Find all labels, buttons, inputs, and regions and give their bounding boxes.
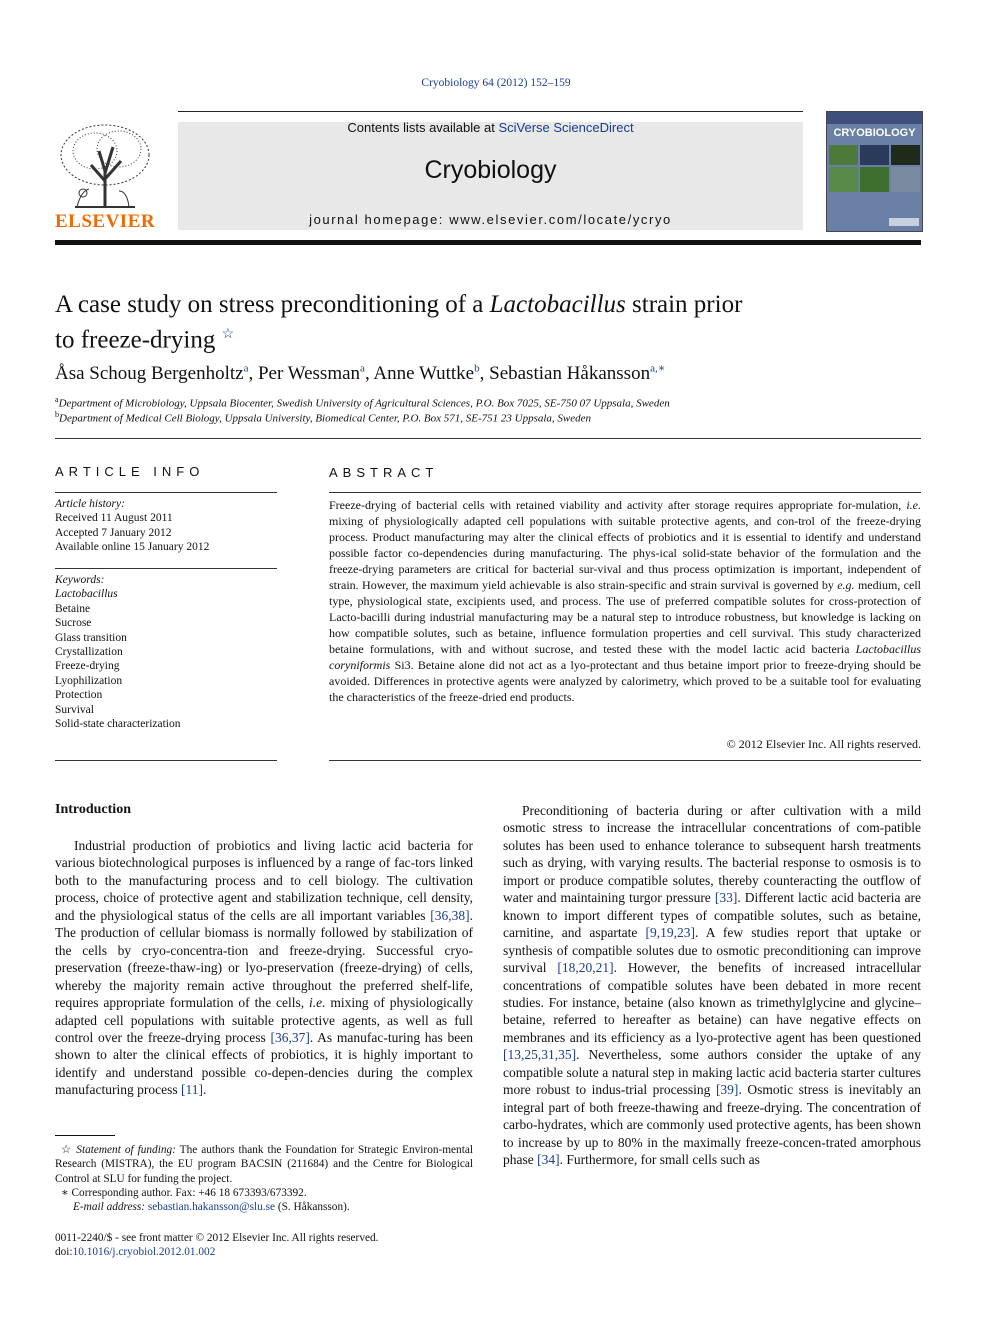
affiliation-a: $^a$Department of Microbiology, Uppsala Biocenter, Swedish University of Agricultural Sciences, P.O. Box 7025, SE-750 07 Uppsala, Sweden bbox=[55, 395, 670, 410]
history-online: Available online 15 January 2012 bbox=[55, 541, 210, 554]
body-text: . Furthermore, for small cells such as bbox=[559, 1152, 760, 1168]
abstract-rule bbox=[329, 492, 921, 493]
citation-link[interactable]: [33] bbox=[714, 890, 738, 906]
email-link[interactable]: sebastian.hakansson@slu.se bbox=[147, 1201, 276, 1214]
citation-link[interactable]: [36,37] bbox=[270, 1029, 310, 1045]
footnote-rule bbox=[55, 1135, 115, 1136]
title-part2: strain prior bbox=[625, 291, 743, 318]
keyword: Betaine bbox=[55, 602, 91, 615]
keyword: Survival bbox=[55, 703, 94, 716]
keyword: Lyophilization bbox=[55, 674, 123, 687]
abstract-text: Freeze-drying of bacterial cells with retained viability and activity after storage requires appropriate for-mulation, i.e. mixing of physiologically adapted cell populations with suitable protective agents, and con-trol of the freeze-drying process. Product manufacturing may alter the clinical effects of probiotics and it is essential to identify and understand possible factor co-dependencies during manufacturing. The phys-ical solid-state behavior of the formulation and the freeze-drying parameters are critical for bacterial sur-vival and thus process optimization is important, independent of strain. However, the maximum yield achievable is also strain-specific and strain survival is governed by e.g. medium, cell type, physiological state, excipients used, and process. The use of preferred compatible solutes for cross-protection of Lacto-bacilli during industrial manufacturing may be a natural step to introduce robustness, but knowledge is lacking on how compatible solutes, such as betaine, influence formulation properties and cell survival. This study characterized betaine formulations, with and without sucrose, and tested these with the model lactic acid bacteria Lactobacillus coryniformis Si3. Betaine alone did not act as a lyo-protectant and thus betaine import prior to freeze-drying should be avoided. Differences in protective agents were analyzed by calorimetry, which proved to be a suitable tool for evaluating the characteristics of the freeze-dried end products. bbox=[329, 498, 921, 704]
citation-link[interactable]: [36,38] bbox=[430, 907, 470, 923]
contents-line bbox=[178, 120, 803, 135]
citation-link[interactable]: [13,25,31,35] bbox=[503, 1047, 577, 1063]
body-text: . Nevertheless, some authors consider the uptake of any compatible solute a natural step in making lactic acid bacteria starter cultures more robust to indus-trial processing bbox=[503, 1047, 921, 1098]
citation-link[interactable]: [39] bbox=[715, 1082, 739, 1098]
body-text: Industrial production of probiotics and living lactic acid bacteria for various biotechnological purposes is influenced by a range of fac-tors linked both to the manufacturing process and to cell biology. The cultivation process, choice of protective agent and stabilization technique, cell density, and the physiological status of the cells are all important variables bbox=[55, 838, 473, 923]
article-info-heading: ARTICLE INFO bbox=[55, 464, 205, 479]
journal-homepage[interactable]: journal homepage: www.elsevier.com/locate/ycryo bbox=[309, 212, 672, 227]
author: Per Wessman$^a$, bbox=[257, 363, 374, 385]
author: Åsa Schoug Bergenholtz$^a$, bbox=[55, 363, 258, 385]
contents-prefix: Contents lists available at bbox=[347, 120, 499, 135]
title-line2: to freeze-drying bbox=[55, 326, 216, 354]
funding-label: Statement of funding: bbox=[76, 1144, 176, 1156]
doi-link[interactable]: 10.1016/j.cryobiol.2012.01.002 bbox=[72, 1246, 216, 1258]
funding-footnote bbox=[55, 1143, 473, 1186]
keyword: Glass transition bbox=[55, 631, 127, 644]
body-text: . As manufac-turing has been shown to alter the clinical effects of probiotics, it is highly important to identify and understand possible co-depen-dencies during the complex manufacturing process bbox=[55, 1029, 473, 1098]
history-label: Article history: bbox=[55, 498, 125, 510]
body-text: . bbox=[202, 1082, 207, 1098]
corr-text: Corresponding author. Fax: +46 18 673393/673392. bbox=[71, 1187, 307, 1199]
article-info-rule bbox=[55, 492, 277, 493]
history-accepted: Accepted 7 January 2012 bbox=[55, 526, 172, 539]
introduction-heading: Introduction bbox=[55, 802, 131, 817]
intro-paragraph-2 bbox=[503, 802, 921, 1169]
copyright: © 2012 Elsevier Inc. All rights reserved. bbox=[726, 737, 921, 751]
citation-link[interactable]: [34] bbox=[537, 1152, 560, 1168]
affiliation-rule bbox=[55, 438, 921, 439]
body-column-2 bbox=[503, 802, 921, 1169]
email-suffix: (S. Håkansson). bbox=[275, 1201, 350, 1214]
body-text: Preconditioning of bacteria during or after cultivation with a mild osmotic stress to increase the intracellular concentrations of com-patible solutes has been used to enhance tolerance to subsequent harsh treatments such as drying, with varying results. The bacterial response to osmosis is to import or produce compatible solutes, thereby counteracting the outflow of water and maintaining turgor pressure bbox=[503, 803, 921, 906]
article-info-bottom-rule bbox=[55, 760, 277, 761]
citation-link[interactable]: [9,19,23] bbox=[645, 925, 695, 941]
keywords-label: Keywords: bbox=[55, 574, 105, 586]
keywords-rule bbox=[55, 568, 277, 569]
title-italic: Lactobacillus bbox=[489, 291, 626, 318]
article-title bbox=[55, 290, 815, 355]
corr-mark: ∗ bbox=[61, 1187, 69, 1199]
journal-cover-image bbox=[826, 111, 923, 232]
author: Anne Wuttke$^b$, bbox=[373, 363, 490, 385]
citation-link[interactable]: [18,20,21] bbox=[557, 960, 614, 976]
body-text: . Osmotic stress is inevitably an integral part of both freeze-thawing and freeze-drying. The concentration of carbo-hydrates, which are commonly used protective agents, has been shown to increase by up to 80% in the maximally freeze-concen-trated amorphous phase bbox=[503, 1082, 922, 1168]
doi-line bbox=[55, 1245, 555, 1259]
italic-text: i.e. bbox=[309, 995, 326, 1011]
body-text: . The production of cellular biomass is normally followed by stabilization of the cells by cryo-concentra-tion and freeze-drying. Successful cryo-preservation (freeze-thaw-ing) or lyo-preservation (freeze-drying) of cells, whereby the majority remain active throughout the preferred shelf-life, requires appropriate formulation of the cells, bbox=[55, 907, 473, 1011]
cover-title: CRYOBIOLOGY bbox=[833, 127, 916, 139]
citation-link[interactable]: [11] bbox=[180, 1082, 203, 1098]
issn-line: 0011-2240/$ - see front matter © 2012 Elsevier Inc. All rights reserved. bbox=[55, 1232, 379, 1244]
sciencedirect-link[interactable]: SciVerse ScienceDirect bbox=[498, 120, 634, 135]
funding-mark: ☆ bbox=[61, 1144, 73, 1156]
body-text: . Different lactic acid bacteria are known to import different types of compatible solutes, such as betaine, carnitine, and aspartate bbox=[503, 890, 921, 941]
email-label: E-mail address: bbox=[73, 1201, 146, 1214]
header-rule bbox=[178, 111, 803, 112]
doi-prefix: doi: bbox=[55, 1246, 73, 1258]
funding-text: The authors thank the Foundation for Strategic Environ-mental Research (MISTRA), the EU program BACSIN (211684) and the Centre for Biological Control at SLU for funding the project. bbox=[55, 1144, 473, 1185]
keyword: Protection bbox=[55, 689, 103, 702]
header-thick-rule bbox=[55, 240, 921, 245]
body-column-1 bbox=[55, 837, 473, 1099]
affiliation-b: $^b$Department of Medical Cell Biology, Uppsala University, Biomedical Center, P.O. Box 571, SE-751 23 Uppsala, Sweden bbox=[55, 410, 592, 425]
elsevier-wordmark: ELSEVIER bbox=[55, 211, 156, 232]
title-part1: A case study on stress preconditioning of a bbox=[55, 291, 490, 318]
author-list bbox=[55, 362, 921, 385]
corresponding-footnote bbox=[55, 1186, 473, 1215]
body-text: mixing of physiologically adapted cell populations with suitable protective agents, as well as full control over the freeze-drying process bbox=[55, 995, 473, 1045]
keyword: Lactobacillus bbox=[55, 588, 118, 601]
journal-title: Cryobiology bbox=[424, 156, 557, 184]
abstract-bottom-rule bbox=[329, 760, 921, 761]
keyword: Crystallization bbox=[55, 646, 123, 659]
history-received: Received 11 August 2011 bbox=[55, 512, 173, 525]
author: Sebastian Håkansson$^{a,∗}$ bbox=[489, 363, 666, 385]
abstract-heading: ABSTRACT bbox=[329, 465, 439, 480]
keywords-list bbox=[55, 573, 277, 731]
keyword: Freeze-drying bbox=[55, 660, 120, 673]
body-text: . However, the benefits of increased intracellular concentrations of compatible solutes have been debated in more recent studies. For instance, betaine (also known as trimethylglycine and glycine–betaine, referred to hereafter as betaine) can have negative effects on membranes and its efficiency as a lyo-protective agent has been questioned bbox=[503, 960, 921, 1045]
keyword: Sucrose bbox=[55, 617, 92, 630]
keyword: Solid-state characterization bbox=[55, 718, 181, 731]
intro-paragraph-1 bbox=[55, 837, 473, 1099]
body-text: . A few studies report that uptake or synthesis of compatible solutes due to osmotic preconditioning can improve survival bbox=[503, 925, 921, 976]
journal-reference[interactable]: Cryobiology 64 (2012) 152–159 bbox=[421, 77, 571, 89]
article-history bbox=[55, 497, 277, 555]
title-footnote-mark[interactable]: ☆ bbox=[221, 327, 235, 342]
